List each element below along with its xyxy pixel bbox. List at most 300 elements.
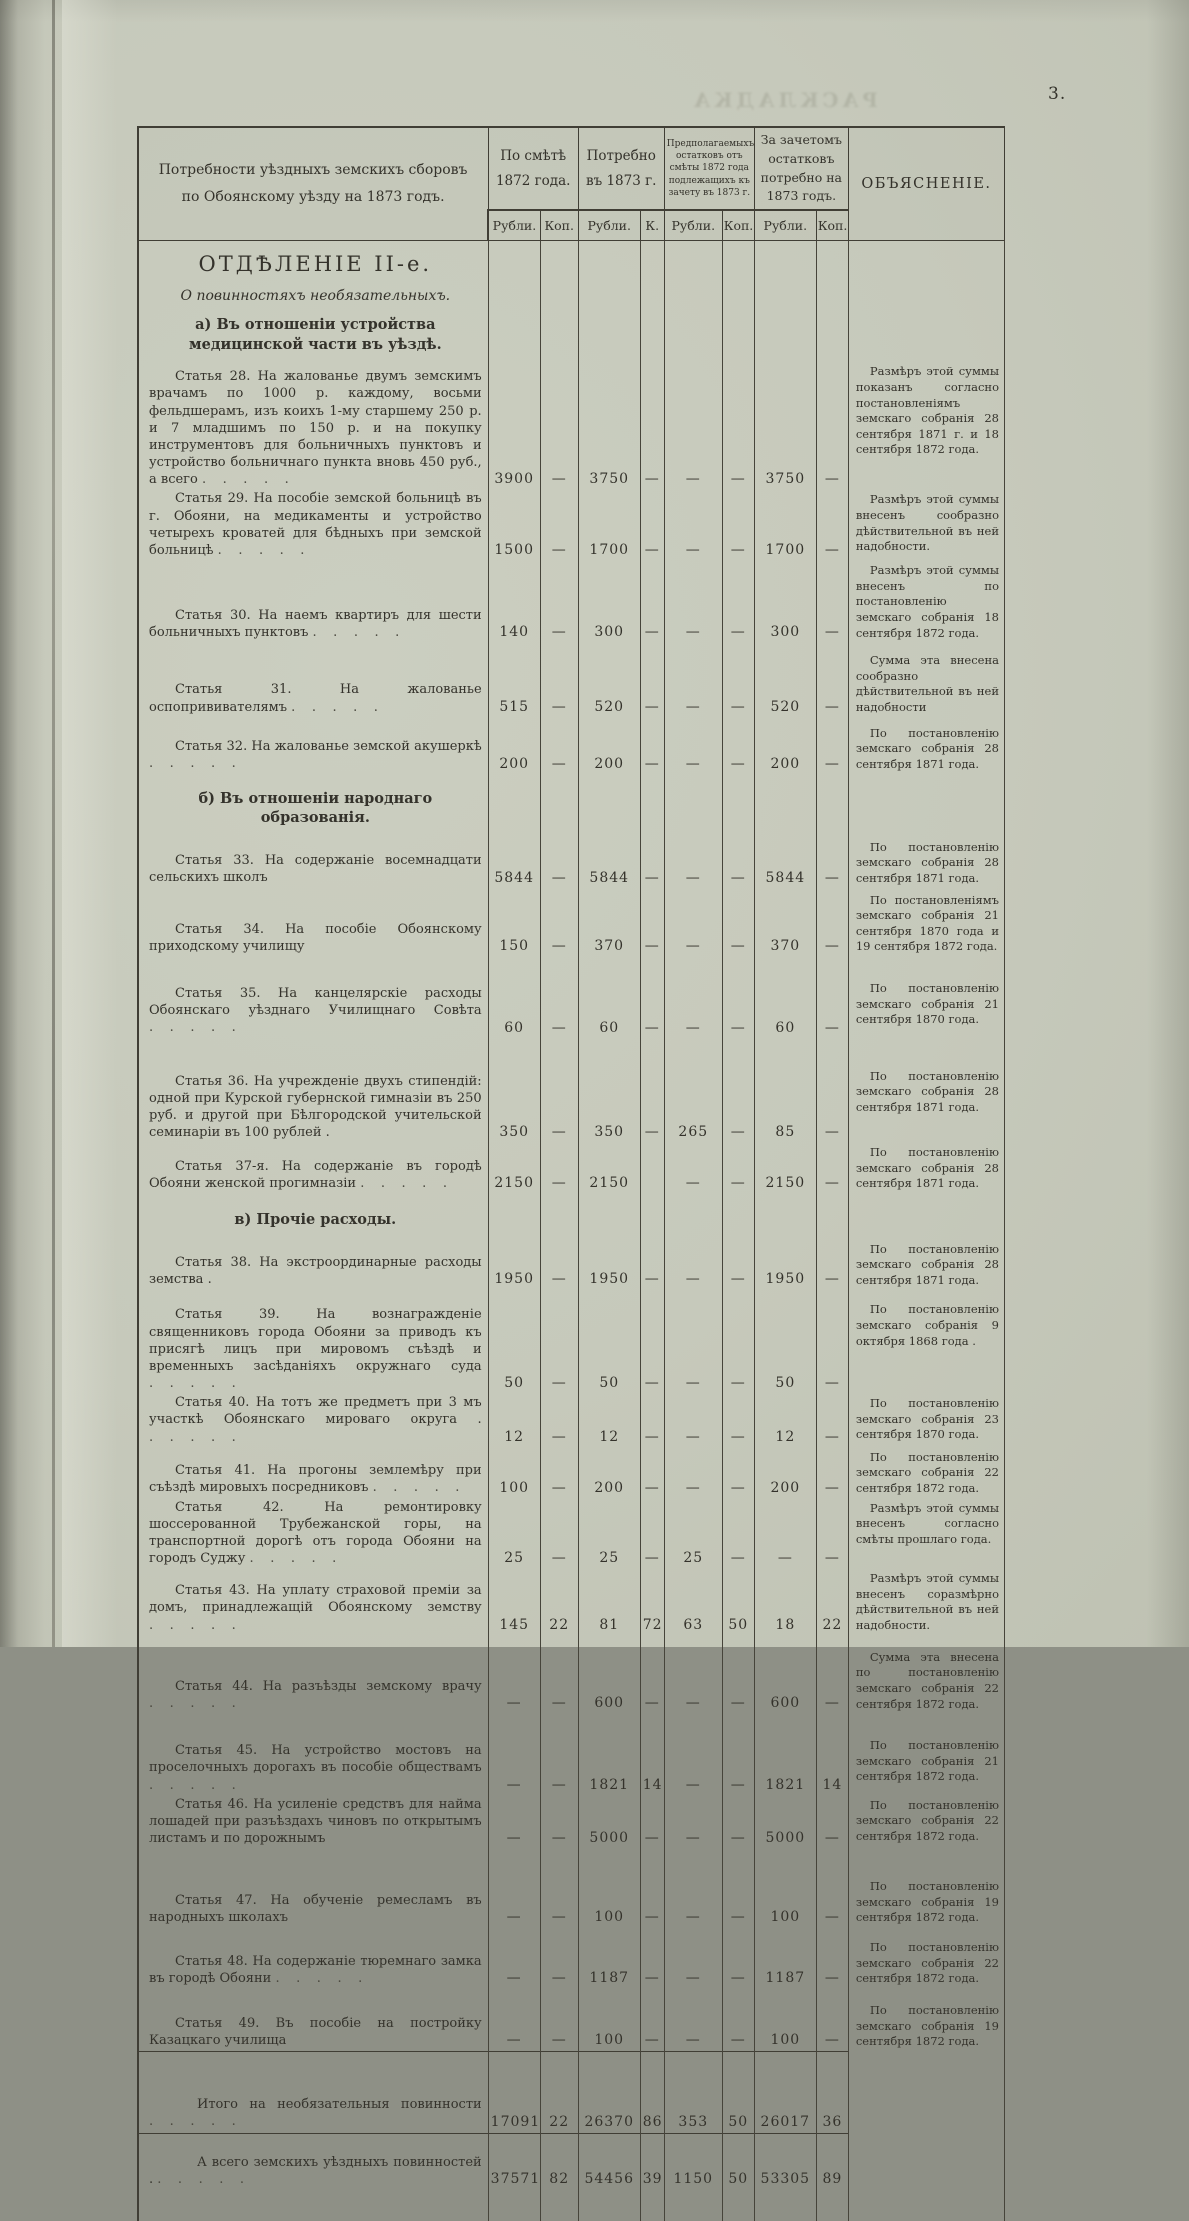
value-cell bbox=[664, 775, 722, 834]
value-cell: — bbox=[488, 1928, 540, 1989]
subcol-rubles: Рубли. bbox=[578, 210, 640, 241]
explanation-cell bbox=[848, 2052, 1004, 2133]
value-cell: 1821 bbox=[754, 1714, 816, 1795]
value-cell: 370 bbox=[578, 889, 640, 958]
value-cell: 72 bbox=[640, 1569, 664, 1636]
value-cell bbox=[816, 309, 848, 360]
value-cell: — bbox=[664, 1849, 722, 1928]
article-text: Статья 37-я. На содержаніе въ городѣ Обояни женской прогимназіи . bbox=[138, 1143, 488, 1194]
value-cell: — bbox=[640, 1394, 664, 1447]
value-cell bbox=[664, 1194, 722, 1236]
section-heading: б) Въ отношеніи народнаго образованія. bbox=[138, 775, 488, 834]
value-cell: 26017 bbox=[754, 2052, 816, 2133]
value-cell: — bbox=[488, 1714, 540, 1795]
value-cell: 150 bbox=[488, 889, 540, 958]
explanation-cell: По постановленію земскаго собранія 23 сентября 1870 года. bbox=[848, 1394, 1004, 1447]
value-cell: 22 bbox=[540, 2052, 578, 2133]
value-cell bbox=[640, 241, 664, 283]
value-cell: — bbox=[640, 1989, 664, 2052]
value-cell: — bbox=[816, 561, 848, 643]
value-cell bbox=[722, 775, 754, 834]
value-cell: — bbox=[754, 1499, 816, 1570]
value-cell: — bbox=[722, 360, 754, 490]
value-cell: 353 bbox=[664, 2052, 722, 2133]
value-cell: 50 bbox=[488, 1290, 540, 1394]
article-row bbox=[138, 718, 1005, 775]
value-cell: 2150 bbox=[578, 1143, 640, 1194]
value-cell: — bbox=[722, 1499, 754, 1570]
value-cell: 12 bbox=[578, 1394, 640, 1447]
value-cell: 265 bbox=[664, 1039, 722, 1144]
value-cell: — bbox=[816, 1290, 848, 1394]
value-cell: 2150 bbox=[488, 1143, 540, 1194]
value-cell: — bbox=[722, 957, 754, 1038]
value-cell: 26370 bbox=[578, 2052, 640, 2133]
value-cell: — bbox=[664, 1236, 722, 1291]
article-row bbox=[138, 1394, 1005, 1447]
article-text: Статья 42. На ремонтировку шоссерованной Трубежанской горы, на транспортной дорогѣ отъ города Обояни на городъ Суджу . bbox=[138, 1499, 488, 1570]
value-cell: 1150 bbox=[664, 2133, 722, 2190]
value-cell: — bbox=[640, 561, 664, 643]
value-cell: — bbox=[722, 1636, 754, 1715]
value-cell: — bbox=[664, 1448, 722, 1499]
value-cell: 14 bbox=[640, 1714, 664, 1795]
value-cell: 39 bbox=[640, 2133, 664, 2190]
value-cell: — bbox=[722, 490, 754, 561]
article-text: Статья 31. На жалованье оспопрививателямъ . bbox=[138, 643, 488, 718]
value-cell: — bbox=[816, 1849, 848, 1928]
explanation-cell: Размѣръ этой суммы внесенъ согласно смѣты прошлаго года. bbox=[848, 1499, 1004, 1570]
section-heading-row bbox=[138, 1194, 1005, 1236]
table-header bbox=[138, 127, 1005, 241]
col-header-remainders: Предполагаемыхъ остатковъ отъ смѣты 1872 года подлежащихъ къ зачету въ 1873 г. bbox=[664, 127, 754, 210]
bleedthrough-text: РАСКЛАДКА bbox=[690, 88, 878, 112]
value-cell bbox=[722, 241, 754, 283]
value-cell: 100 bbox=[488, 1448, 540, 1499]
article-text: Статья 40. На тотъ же предметъ при 3 мъ участкѣ Обоянскаго мироваго округа . . bbox=[138, 1394, 488, 1447]
value-cell: — bbox=[488, 1989, 540, 2052]
article-text: Статья 46. На усиленіе средствъ для найма лошадей при разъѣздахъ чиновъ по открытымъ листамъ и по дорожнымъ bbox=[138, 1796, 488, 1849]
value-cell: 100 bbox=[578, 1849, 640, 1928]
value-cell bbox=[578, 1194, 640, 1236]
page-left-edge bbox=[52, 0, 55, 1647]
article-row bbox=[138, 1849, 1005, 1928]
explanation-cell: По постановленію земскаго собранія 22 сентября 1872 года. bbox=[848, 1928, 1004, 1989]
value-cell: 50 bbox=[754, 1290, 816, 1394]
value-cell bbox=[664, 283, 722, 309]
subcol-rubles: Рубли. bbox=[754, 210, 816, 241]
value-cell: — bbox=[540, 1796, 578, 1849]
article-row bbox=[138, 561, 1005, 643]
value-cell: 1950 bbox=[754, 1236, 816, 1291]
value-cell: 200 bbox=[578, 1448, 640, 1499]
value-cell: 100 bbox=[754, 1989, 816, 2052]
explanation-cell: По постановленію земскаго собранія 9 октября 1868 года . bbox=[848, 1290, 1004, 1394]
value-cell: — bbox=[816, 1499, 848, 1570]
section-heading: а) Въ отношеніи устройства медицинской части въ уѣздѣ. bbox=[138, 309, 488, 360]
value-cell: 50 bbox=[578, 1290, 640, 1394]
explanation-cell bbox=[848, 2133, 1004, 2190]
page-left-highlight bbox=[62, 0, 117, 1647]
subcol-rubles: Рубли. bbox=[488, 210, 540, 241]
value-cell: 50 bbox=[722, 1569, 754, 1636]
spacer-cell bbox=[722, 2190, 754, 2221]
value-cell: — bbox=[540, 889, 578, 958]
value-cell: — bbox=[664, 1714, 722, 1795]
value-cell: 200 bbox=[754, 1448, 816, 1499]
col-header-estimate-1872: По смѣтѣ 1872 года. bbox=[488, 127, 578, 210]
value-cell bbox=[754, 775, 816, 834]
article-text: Статья 35. На канцелярскіе расходы Обоянскаго уѣзднаго Училищнаго Совѣта . bbox=[138, 957, 488, 1038]
value-cell: — bbox=[664, 360, 722, 490]
value-cell: 370 bbox=[754, 889, 816, 958]
value-cell: — bbox=[722, 1394, 754, 1447]
value-cell: — bbox=[488, 1796, 540, 1849]
value-cell: 22 bbox=[816, 1569, 848, 1636]
section-heading: О повинностяхъ необязательныхъ. bbox=[138, 283, 488, 309]
explanation-cell: Сумма эта внесена сообразно дѣйствительной въ ней надобности bbox=[848, 643, 1004, 718]
value-cell bbox=[640, 1143, 664, 1194]
value-cell: — bbox=[640, 1039, 664, 1144]
value-cell: — bbox=[540, 643, 578, 718]
explanation-cell: По постановленію земскаго собранія 28 сентября 1871 года. bbox=[848, 1039, 1004, 1144]
value-cell: — bbox=[540, 1143, 578, 1194]
explanation-cell bbox=[848, 1194, 1004, 1236]
value-cell: 50 bbox=[722, 2052, 754, 2133]
value-cell: 140 bbox=[488, 561, 540, 643]
value-cell bbox=[640, 309, 664, 360]
value-cell: 63 bbox=[664, 1569, 722, 1636]
value-cell: 5000 bbox=[578, 1796, 640, 1849]
value-cell: — bbox=[640, 957, 664, 1038]
value-cell: — bbox=[540, 1236, 578, 1291]
value-cell bbox=[540, 241, 578, 283]
value-cell: 25 bbox=[664, 1499, 722, 1570]
value-cell: 3750 bbox=[578, 360, 640, 490]
article-text: Статья 30. На наемъ квартиръ для шести больничныхъ пунктовъ . bbox=[138, 561, 488, 643]
explanation-cell bbox=[848, 775, 1004, 834]
article-text: Статья 33. На содержаніе восемнадцати сельскихъ школъ bbox=[138, 834, 488, 889]
value-cell: 5844 bbox=[488, 834, 540, 889]
article-row bbox=[138, 360, 1005, 490]
value-cell: 81 bbox=[578, 1569, 640, 1636]
value-cell bbox=[754, 283, 816, 309]
value-cell: 2150 bbox=[754, 1143, 816, 1194]
col-header-needs: Потребности уѣздныхъ земскихъ сборовъ по Обоянскому уѣзду на 1873 годъ. bbox=[138, 127, 488, 241]
value-cell bbox=[578, 309, 640, 360]
subcol-k: К. bbox=[640, 210, 664, 241]
value-cell: 1950 bbox=[488, 1236, 540, 1291]
section-heading-row bbox=[138, 283, 1005, 309]
article-row bbox=[138, 1636, 1005, 1715]
value-cell: 600 bbox=[578, 1636, 640, 1715]
explanation-cell: Размѣръ этой суммы внесенъ по постановленію земскаго собранія 18 сентября 1872 года. bbox=[848, 561, 1004, 643]
value-cell: 1187 bbox=[754, 1928, 816, 1989]
spacer-cell bbox=[488, 2190, 540, 2221]
value-cell bbox=[540, 775, 578, 834]
spacer-cell bbox=[754, 2190, 816, 2221]
value-cell: — bbox=[664, 1394, 722, 1447]
article-row bbox=[138, 1796, 1005, 1849]
value-cell: — bbox=[816, 1796, 848, 1849]
value-cell: — bbox=[640, 1928, 664, 1989]
value-cell: — bbox=[540, 561, 578, 643]
article-row bbox=[138, 957, 1005, 1038]
value-cell: — bbox=[664, 1796, 722, 1849]
value-cell: 100 bbox=[754, 1849, 816, 1928]
value-cell bbox=[540, 1194, 578, 1236]
value-cell: — bbox=[540, 1448, 578, 1499]
subcol-kopecks: Коп. bbox=[722, 210, 754, 241]
value-cell: — bbox=[816, 1039, 848, 1144]
value-cell: — bbox=[640, 1290, 664, 1394]
value-cell: 3750 bbox=[754, 360, 816, 490]
value-cell: 17091 bbox=[488, 2052, 540, 2133]
article-row bbox=[138, 1448, 1005, 1499]
article-row bbox=[138, 1989, 1005, 2052]
value-cell: 100 bbox=[578, 1989, 640, 2052]
article-text: Статья 45. На устройство мостовъ на проселочныхъ дорогахъ въ пособіе обществамъ . bbox=[138, 1714, 488, 1795]
article-text: Статья 36. На учрежденіе двухъ стипендій: одной при Курской губернской гимназіи въ 250 руб. и другой при Бѣлгородской учительской семинаріи въ 100 рублей . bbox=[138, 1039, 488, 1144]
spacer-cell bbox=[138, 2190, 488, 2221]
value-cell: — bbox=[540, 490, 578, 561]
value-cell: 50 bbox=[722, 2133, 754, 2190]
value-cell: — bbox=[540, 1039, 578, 1144]
article-row bbox=[138, 1499, 1005, 1570]
explanation-cell: По постановленію земскаго собранія 19 сентября 1872 года. bbox=[848, 1849, 1004, 1928]
value-cell: 200 bbox=[578, 718, 640, 775]
value-cell bbox=[540, 283, 578, 309]
value-cell: — bbox=[540, 1928, 578, 1989]
value-cell: 14 bbox=[816, 1714, 848, 1795]
value-cell: 82 bbox=[540, 2133, 578, 2190]
value-cell: — bbox=[640, 360, 664, 490]
value-cell bbox=[816, 1194, 848, 1236]
value-cell bbox=[578, 241, 640, 283]
value-cell bbox=[722, 309, 754, 360]
value-cell: 350 bbox=[578, 1039, 640, 1144]
value-cell: 25 bbox=[488, 1499, 540, 1570]
section-heading: в) Прочіе расходы. bbox=[138, 1194, 488, 1236]
page-number: 3. bbox=[1048, 84, 1067, 104]
explanation-cell: По постановленію земскаго собранія 22 сентября 1872 года. bbox=[848, 1796, 1004, 1849]
value-cell: — bbox=[664, 1928, 722, 1989]
total-row bbox=[138, 2052, 1005, 2133]
value-cell: 1500 bbox=[488, 490, 540, 561]
value-cell: — bbox=[640, 1236, 664, 1291]
article-row bbox=[138, 1143, 1005, 1194]
value-cell: — bbox=[816, 1448, 848, 1499]
value-cell: 22 bbox=[540, 1569, 578, 1636]
value-cell: 200 bbox=[754, 718, 816, 775]
value-cell: 1187 bbox=[578, 1928, 640, 1989]
section-heading-row bbox=[138, 309, 1005, 360]
value-cell bbox=[754, 1194, 816, 1236]
value-cell: 1821 bbox=[578, 1714, 640, 1795]
value-cell: 60 bbox=[754, 957, 816, 1038]
value-cell bbox=[640, 283, 664, 309]
article-row bbox=[138, 1236, 1005, 1291]
value-cell: — bbox=[540, 1394, 578, 1447]
value-cell: — bbox=[816, 1928, 848, 1989]
explanation-cell: По постановленію земскаго собранія 19 сентября 1872 года. bbox=[848, 1989, 1004, 2052]
value-cell: 36 bbox=[816, 2052, 848, 2133]
explanation-cell: По постановленію земскаго собранія 21 сентября 1870 года. bbox=[848, 957, 1004, 1038]
value-cell: 60 bbox=[488, 957, 540, 1038]
subcol-kopecks: Коп. bbox=[816, 210, 848, 241]
value-cell bbox=[488, 283, 540, 309]
value-cell: — bbox=[540, 1714, 578, 1795]
value-cell: 515 bbox=[488, 643, 540, 718]
value-cell: — bbox=[664, 1636, 722, 1715]
value-cell bbox=[488, 1194, 540, 1236]
explanation-cell: По постановленію земскаго собранія 28 сентября 1871 года. bbox=[848, 1236, 1004, 1291]
value-cell: — bbox=[664, 561, 722, 643]
value-cell: 1700 bbox=[754, 490, 816, 561]
value-cell: — bbox=[540, 1636, 578, 1715]
explanation-cell: По постановленію земскаго собранія 21 сентября 1872 года. bbox=[848, 1714, 1004, 1795]
article-text: Статья 47. На обученіе ремесламъ въ народныхъ школахъ bbox=[138, 1849, 488, 1928]
value-cell: — bbox=[640, 1448, 664, 1499]
article-row bbox=[138, 1714, 1005, 1795]
value-cell bbox=[578, 283, 640, 309]
explanation-cell bbox=[848, 241, 1004, 283]
value-cell bbox=[540, 309, 578, 360]
value-cell: — bbox=[816, 834, 848, 889]
col-header-explanation: ОБЪЯСНЕНІЕ. bbox=[848, 127, 1004, 241]
spacer-row bbox=[138, 2190, 1005, 2221]
value-cell: — bbox=[640, 643, 664, 718]
value-cell: — bbox=[640, 490, 664, 561]
article-text: Статья 48. На содержаніе тюремнаго замка въ городѣ Обояни . bbox=[138, 1928, 488, 1989]
value-cell: — bbox=[722, 1236, 754, 1291]
value-cell bbox=[640, 775, 664, 834]
value-cell: — bbox=[722, 1290, 754, 1394]
value-cell: — bbox=[664, 1290, 722, 1394]
value-cell: 86 bbox=[640, 2052, 664, 2133]
value-cell: 60 bbox=[578, 957, 640, 1038]
explanation-cell: Размѣръ этой суммы внесенъ сообразно дѣйствительной въ ней надобности. bbox=[848, 490, 1004, 561]
col-header-needed-1873: Потребно въ 1873 г. bbox=[578, 127, 664, 210]
value-cell: 1950 bbox=[578, 1236, 640, 1291]
value-cell: — bbox=[816, 1143, 848, 1194]
value-cell: — bbox=[816, 1394, 848, 1447]
explanation-cell: По постановленію земскаго собранія 28 сентября 1871 года. bbox=[848, 1143, 1004, 1194]
value-cell: 5844 bbox=[754, 834, 816, 889]
value-cell: — bbox=[722, 1714, 754, 1795]
value-cell: — bbox=[640, 718, 664, 775]
value-cell: — bbox=[816, 1236, 848, 1291]
value-cell: 1700 bbox=[578, 490, 640, 561]
value-cell: — bbox=[540, 834, 578, 889]
value-cell: — bbox=[540, 1989, 578, 2052]
explanation-cell: Размѣръ этой суммы показанъ согласно постановленіямъ земскаго собранія 28 сентября 1871 г. и 18 сентября 1872 года. bbox=[848, 360, 1004, 490]
value-cell bbox=[664, 241, 722, 283]
value-cell: — bbox=[540, 957, 578, 1038]
value-cell: — bbox=[722, 1143, 754, 1194]
spacer-cell bbox=[578, 2190, 640, 2221]
article-row bbox=[138, 1928, 1005, 1989]
article-text: Статья 29. На пособіе земской больницѣ въ г. Обояни, на медикаменты и устройство четырехъ кроватей для бѣдныхъ при земской больницѣ . bbox=[138, 490, 488, 561]
value-cell: — bbox=[488, 1849, 540, 1928]
explanation-cell: По постановленіямъ земскаго собранія 21 сентября 1870 года и 19 сентября 1872 года. bbox=[848, 889, 1004, 958]
article-text: Статья 41. На прогоны землемѣру при съѣздѣ мировыхъ посредниковъ . bbox=[138, 1448, 488, 1499]
article-row bbox=[138, 834, 1005, 889]
article-row bbox=[138, 490, 1005, 561]
value-cell: — bbox=[816, 490, 848, 561]
value-cell bbox=[664, 309, 722, 360]
value-cell: 520 bbox=[754, 643, 816, 718]
article-text: Статья 43. На уплату страховой преміи за домъ, принадлежащій Обоянскому земству . bbox=[138, 1569, 488, 1636]
value-cell: — bbox=[722, 1039, 754, 1144]
total-label: Итого на необязательныя повинности . bbox=[138, 2052, 488, 2133]
subcol-kopecks: Коп. bbox=[540, 210, 578, 241]
value-cell: — bbox=[640, 1796, 664, 1849]
value-cell: 89 bbox=[816, 2133, 848, 2190]
explanation-cell: По постановленію земскаго собранія 22 сентября 1872 года. bbox=[848, 1448, 1004, 1499]
total-row bbox=[138, 2133, 1005, 2190]
value-cell: 37571 bbox=[488, 2133, 540, 2190]
value-cell: — bbox=[640, 1636, 664, 1715]
article-row bbox=[138, 1569, 1005, 1636]
value-cell: 300 bbox=[578, 561, 640, 643]
value-cell: — bbox=[540, 718, 578, 775]
value-cell: — bbox=[664, 718, 722, 775]
value-cell: — bbox=[722, 889, 754, 958]
article-text: Статья 39. На вознагражденіе священниковъ города Обояни за приводъ къ присягѣ лицъ при мировомъ съѣздѣ и временныхъ засѣданіяхъ окружнаго суда . bbox=[138, 1290, 488, 1394]
value-cell: — bbox=[722, 1448, 754, 1499]
spacer-cell bbox=[816, 2190, 848, 2221]
value-cell: 5000 bbox=[754, 1796, 816, 1849]
value-cell: 200 bbox=[488, 718, 540, 775]
table-body bbox=[138, 241, 1005, 2221]
value-cell: — bbox=[664, 834, 722, 889]
value-cell: 53305 bbox=[754, 2133, 816, 2190]
value-cell bbox=[816, 775, 848, 834]
subcol-rubles: Рубли. bbox=[664, 210, 722, 241]
value-cell: — bbox=[722, 643, 754, 718]
value-cell: 600 bbox=[754, 1636, 816, 1715]
value-cell: 12 bbox=[754, 1394, 816, 1447]
value-cell bbox=[816, 241, 848, 283]
value-cell: — bbox=[640, 1499, 664, 1570]
value-cell: — bbox=[664, 643, 722, 718]
value-cell: — bbox=[722, 1849, 754, 1928]
value-cell: — bbox=[664, 490, 722, 561]
value-cell: — bbox=[722, 1928, 754, 1989]
value-cell: — bbox=[488, 1636, 540, 1715]
spacer-cell bbox=[664, 2190, 722, 2221]
value-cell: — bbox=[816, 889, 848, 958]
article-text: Статья 44. На разъѣзды земскому врачу . bbox=[138, 1636, 488, 1715]
value-cell: 145 bbox=[488, 1569, 540, 1636]
value-cell: — bbox=[664, 1989, 722, 2052]
article-row bbox=[138, 889, 1005, 958]
value-cell: — bbox=[640, 889, 664, 958]
value-cell: — bbox=[540, 360, 578, 490]
value-cell bbox=[754, 309, 816, 360]
value-cell bbox=[488, 241, 540, 283]
value-cell: — bbox=[640, 834, 664, 889]
value-cell: — bbox=[722, 561, 754, 643]
value-cell: — bbox=[540, 1499, 578, 1570]
value-cell: 12 bbox=[488, 1394, 540, 1447]
value-cell: — bbox=[722, 834, 754, 889]
value-cell: — bbox=[816, 360, 848, 490]
value-cell: 300 bbox=[754, 561, 816, 643]
explanation-cell: Сумма эта внесена по постановленію земскаго собранія 22 сентября 1872 года. bbox=[848, 1636, 1004, 1715]
article-text: Статья 28. На жалованье двумъ земскимъ врачамъ по 1000 р. каждому, восьми фельдшерамъ, изъ коихъ 1-му старшему 250 р. и 7 младшимъ по 150 р. и на покупку инструментовъ для больничныхъ пунктовъ и устройство больничнаго пункта вновь 450 руб., а всего . bbox=[138, 360, 488, 490]
